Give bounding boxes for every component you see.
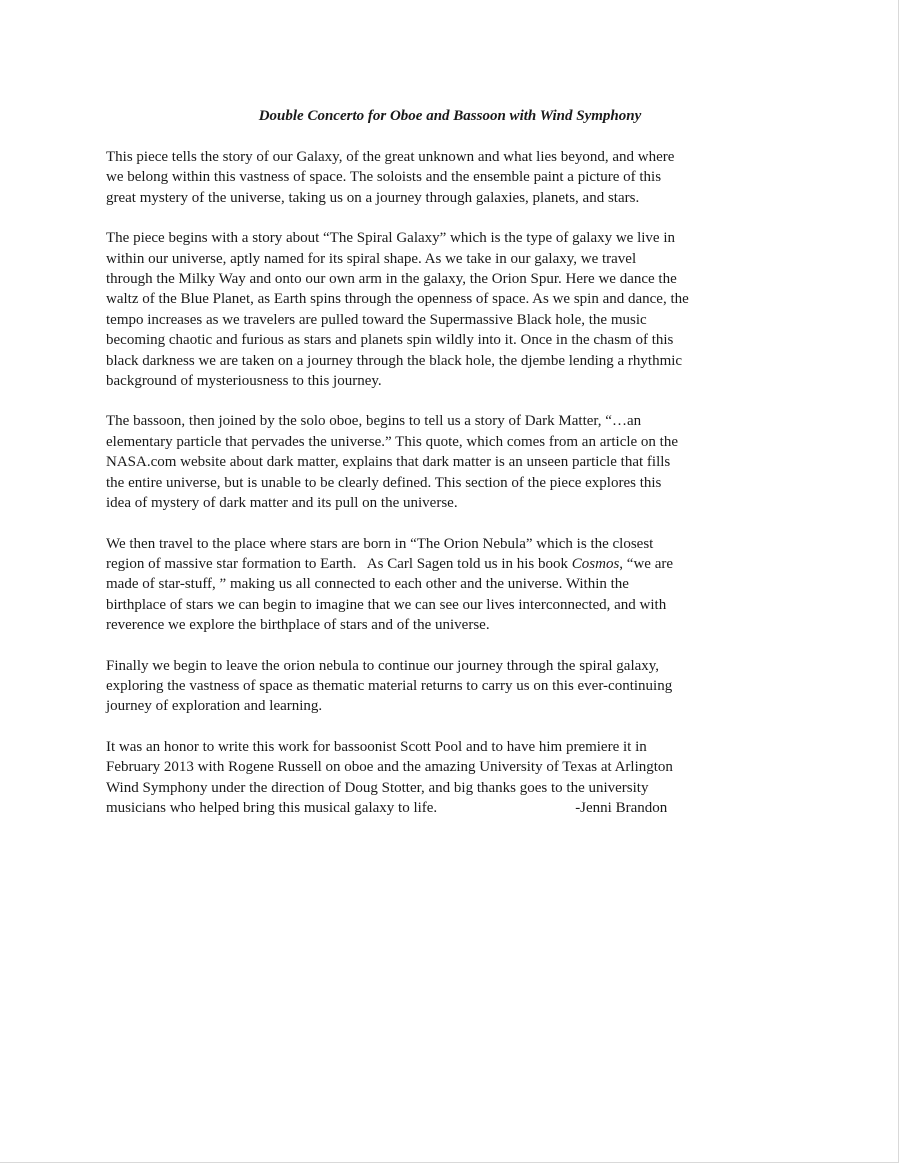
paragraph-spiral-galaxy [106, 228, 806, 391]
text-line-with-book-title [106, 554, 806, 574]
text-line: Finally we begin to leave the orion nebula to continue our journey through the spiral galaxy, [106, 657, 660, 674]
text-fragment: region of massive star formation to Earth. As Carl Sagen told us in his book [106, 555, 572, 572]
text-line: This piece tells the story of our Galaxy, of the great unknown and what lies beyond, and where [106, 149, 675, 165]
paragraph-orion-nebula [106, 534, 806, 636]
text-line: birthplace of stars we can begin to imagine that we can see our lives interconnected, and with [106, 596, 667, 613]
paragraph-intro [106, 147, 806, 208]
text-line: The piece begins with a story about “The Spiral Galaxy” which is the type of galaxy we live in [106, 230, 675, 247]
text-line: The bassoon, then joined by the solo oboe, begins to tell us a story of Dark Matter, “…an [106, 413, 642, 430]
text-line: waltz of the Blue Planet, as Earth spins through the openness of space. As we spin and dance, the [106, 291, 689, 308]
paragraph-dark-matter [106, 411, 806, 513]
text-line: It was an honor to write this work for bassoonist Scott Pool and to have him premiere it in [106, 738, 647, 755]
text-line: black darkness we are taken on a journey through the black hole, the djembe lending a rhythmic [106, 352, 683, 369]
text-line: we belong within this vastness of space. The soloists and the ensemble paint a picture of this [106, 169, 662, 186]
text-line: February 2013 with Rogene Russell on oboe and the amazing University of Texas at Arlington [106, 759, 673, 776]
book-title: Cosmos [571, 555, 620, 572]
text-line: elementary particle that pervades the universe.” This quote, which comes from an article on the [106, 433, 679, 450]
text-line-with-signature [106, 798, 806, 818]
document-title: Double Concerto for Oboe and Bassoon with Wind Symphony [258, 108, 642, 124]
text-line: within our universe, aptly named for its spiral shape. As we take in our galaxy, we travel [106, 250, 637, 267]
text-fragment: musicians who helped bring this musical galaxy to life. [106, 799, 438, 816]
text-line: background of mysteriousness to this journey. [106, 373, 382, 390]
text-line: journey of exploration and learning. [106, 698, 323, 715]
text-line: We then travel to the place where stars are born in “The Orion Nebula” which is the closest [106, 535, 654, 552]
text-line: through the Milky Way and onto our own arm in the galaxy, the Orion Spur. Here we dance the [106, 271, 677, 288]
author-signature: -Jenni Brandon [575, 799, 668, 816]
paragraph-acknowledgement [106, 737, 806, 819]
text-line: idea of mystery of dark matter and its pull on the universe. [106, 495, 458, 512]
text-line: becoming chaotic and furious as stars and planets spin wildly into it. Once in the chasm of this [106, 332, 674, 349]
text-line: great mystery of the universe, taking us on a journey through galaxies, planets, and stars. [106, 189, 640, 206]
text-line: NASA.com website about dark matter, explains that dark matter is an unseen particle that fills [106, 454, 671, 471]
text-line: made of star-stuff, ” making us all connected to each other and the universe. Within the [106, 576, 629, 593]
text-line: tempo increases as we travelers are pulled toward the Supermassive Black hole, the music [106, 311, 647, 328]
text-line: the entire universe, but is unable to be clearly defined. This section of the piece explores this [106, 474, 662, 491]
document-body [106, 147, 806, 838]
text-line: exploring the vastness of space as thematic material returns to carry us on this ever-continuing [106, 677, 673, 694]
text-line: Wind Symphony under the direction of Doug Stotter, and big thanks goes to the university [106, 779, 649, 796]
paragraph-finale [106, 656, 806, 717]
text-fragment: , “we are [619, 555, 674, 572]
text-line: reverence we explore the birthplace of stars and of the universe. [106, 617, 490, 634]
